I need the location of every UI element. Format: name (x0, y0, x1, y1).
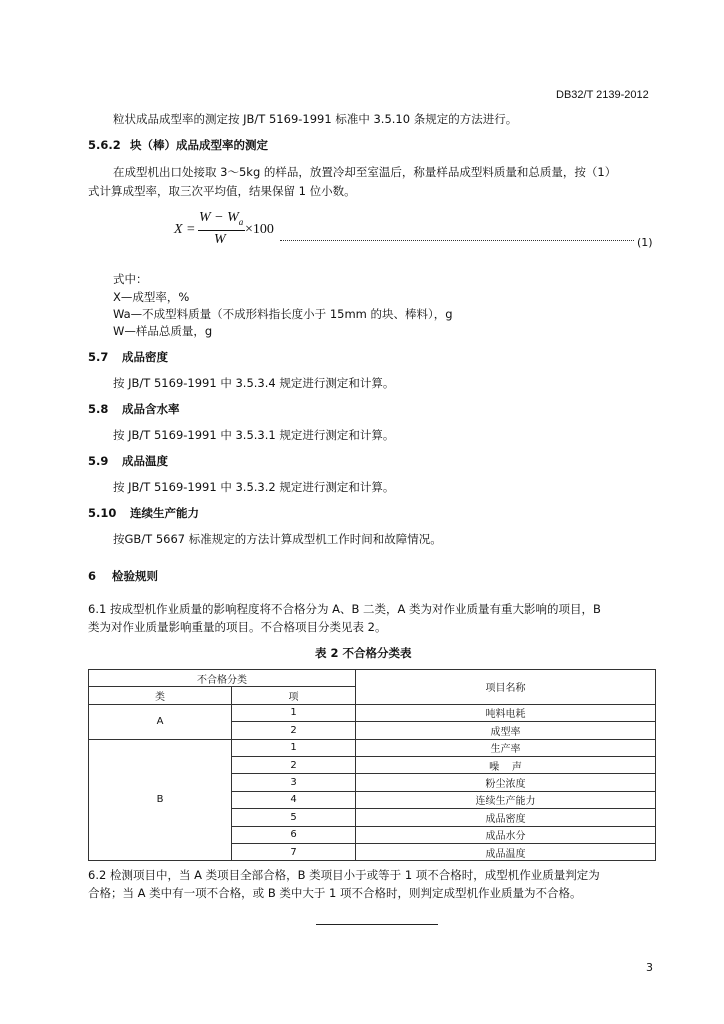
name-cell: 粉尘浓度 (356, 774, 656, 791)
item-cell: 1 (232, 739, 356, 756)
paragraph-line: 式计算成型率，取三次平均值，结果保留 1 位小数。 (88, 184, 356, 198)
end-of-text-rule (316, 924, 438, 925)
intro-paragraph: 粒状成品成型率的测定按 JB/T 5169-1991 标准中 3.5.10 条规定的方法进行。 (113, 112, 518, 126)
where-item: W—样品总质量，g (113, 324, 213, 338)
name-cell: 生产率 (356, 739, 656, 756)
item-cell: 6 (232, 826, 356, 843)
formula-dot-leader (280, 240, 634, 241)
section-title: 成品温度 (122, 454, 169, 468)
table-row (89, 739, 656, 756)
section-number: 5.10 (88, 506, 117, 520)
formula-subscript: a (238, 216, 244, 227)
section-title: 成品含水率 (122, 402, 180, 416)
class-cell: B (89, 739, 232, 861)
formula-number: (1) (637, 236, 653, 249)
item-cell: 1 (232, 704, 356, 721)
section-text: 按 JB/T 5169-1991 中 3.5.3.1 规定进行测定和计算。 (113, 428, 395, 442)
header-group-cell: 不合格分类 (89, 670, 356, 687)
table-row (89, 704, 656, 721)
name-cell: 成品水分 (356, 826, 656, 843)
formula-denominator: W (214, 232, 226, 247)
section-text: 按GB/T 5667 标准规定的方法计算成型机工作时间和故障情况。 (113, 532, 442, 546)
section-title: 块（棒）成品成型率的测定 (130, 138, 269, 152)
section-title: 检验规则 (112, 569, 159, 583)
section-number: 5.8 (88, 402, 109, 416)
header-item-cell: 项 (232, 687, 356, 704)
section-title: 成品密度 (122, 350, 169, 364)
formula-numerator (199, 210, 243, 227)
header-class-cell: 类 (89, 687, 232, 704)
paragraph-line: 在成型机出口处接取 3～5kg 的样品，放置冷却至室温后，称量样品成型料质量和总质量，按（1） (113, 165, 617, 179)
section-heading-6 (88, 568, 158, 584)
section-heading-5-6-2 (88, 137, 268, 153)
section-heading-5-9 (88, 453, 168, 469)
section-text: 按 JB/T 5169-1991 中 3.5.3.2 规定进行测定和计算。 (113, 480, 395, 494)
document-code: DB32/T 2139-2012 (556, 89, 649, 101)
where-item: X—成型率，% (113, 290, 190, 304)
formula-lhs: X = (174, 222, 196, 237)
paragraph-line: 类为对作业质量影响重量的项目。不合格项目分类见表 2。 (88, 620, 387, 634)
section-heading-5-10 (88, 505, 199, 521)
paragraph-line: 6.1 按成型机作业质量的影响程度将不合格分为 A、B 二类，A 类为对作业质量有重大影响的项目，B (88, 602, 601, 616)
name-cell: 成品温度 (356, 843, 656, 860)
item-cell: 3 (232, 774, 356, 791)
class-cell: A (89, 704, 232, 739)
table-caption: 表 2 不合格分类表 (315, 646, 412, 660)
where-title: 式中： (113, 272, 148, 286)
where-item: Wa—不成型料质量（不成形料指长度小于 15mm 的块、棒料），g (113, 307, 453, 321)
item-cell: 2 (232, 722, 356, 739)
fraction-bar (198, 230, 245, 231)
section-heading-5-7 (88, 349, 168, 365)
section-heading-5-8 (88, 401, 180, 417)
item-cell: 7 (232, 843, 356, 860)
section-number: 5.6.2 (88, 138, 121, 152)
formula-multiplier: ×100 (245, 222, 274, 237)
header-name-cell: 项目名称 (356, 670, 656, 705)
name-cell: 噪 声 (356, 756, 656, 773)
name-cell: 成品密度 (356, 809, 656, 826)
page-number: 3 (646, 961, 653, 974)
item-cell: 5 (232, 809, 356, 826)
name-cell: 连续生产能力 (356, 791, 656, 808)
section-number: 5.7 (88, 350, 109, 364)
name-cell: 吨料电耗 (356, 704, 656, 721)
item-cell: 2 (232, 756, 356, 773)
paragraph-line: 6.2 检测项目中，当 A 类项目全部合格，B 类项目小于或等于 1 项不合格时，成型机作业质量判定为 (88, 868, 600, 882)
nonconformity-table (88, 669, 656, 861)
section-text: 按 JB/T 5169-1991 中 3.5.3.4 规定进行测定和计算。 (113, 376, 395, 390)
formula-numerator-text: W − W (199, 210, 239, 225)
section-title: 连续生产能力 (130, 506, 200, 520)
name-cell: 成型率 (356, 722, 656, 739)
paragraph-line: 合格；当 A 类中有一项不合格，或 B 类中大于 1 项不合格时，则判定成型机作业质量为不合格。 (88, 886, 582, 900)
table-header-row (89, 670, 656, 687)
section-number: 6 (88, 569, 97, 583)
section-number: 5.9 (88, 454, 109, 468)
item-cell: 4 (232, 791, 356, 808)
